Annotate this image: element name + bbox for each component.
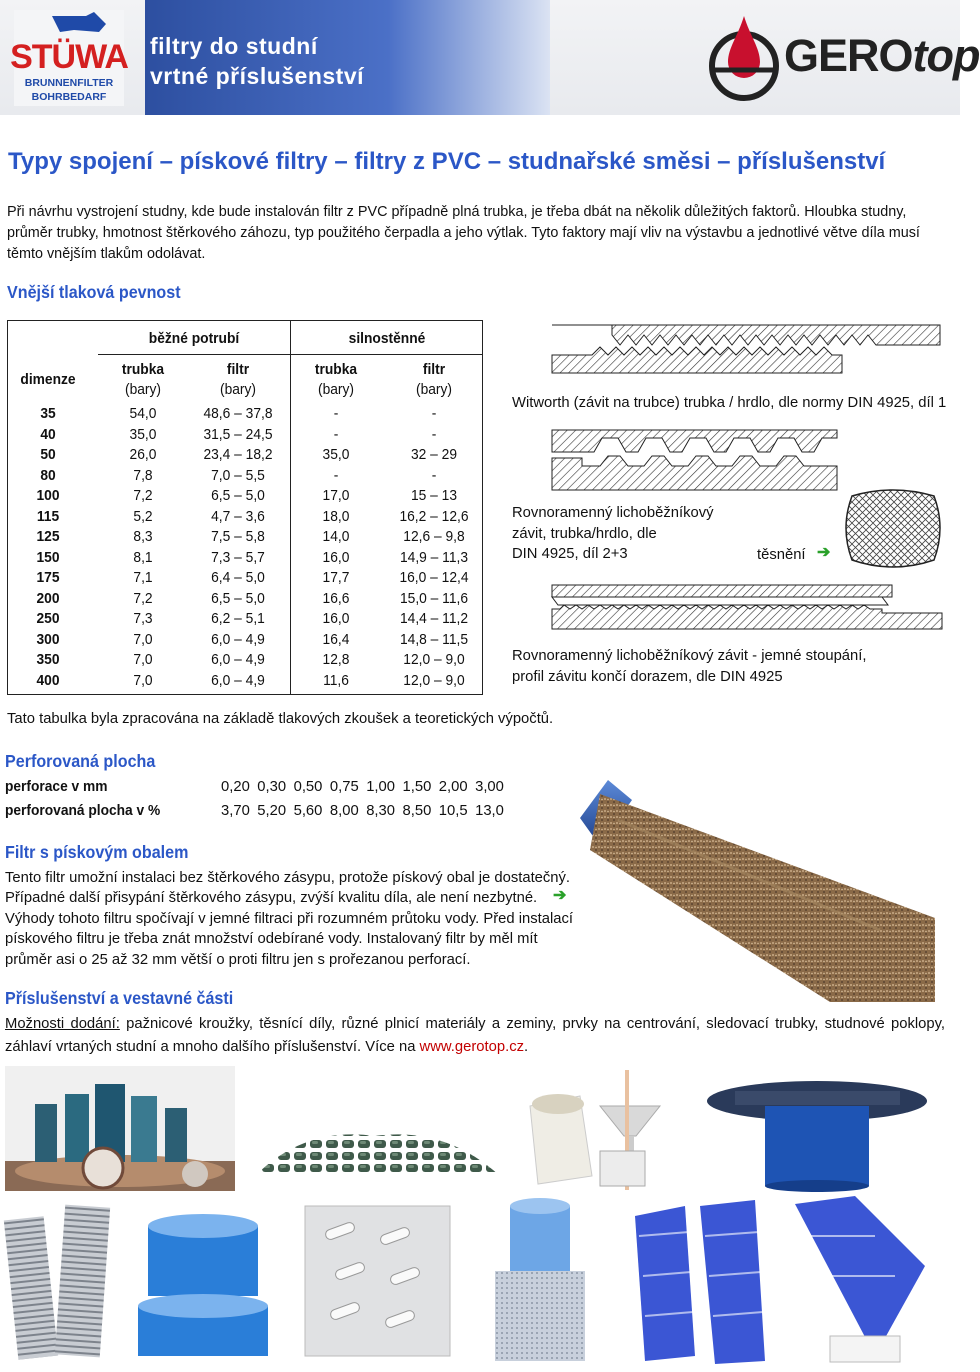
value-cell: 16,2 – 12,6 [399,507,469,525]
page-title: Typy spojení – pískové filtry – filtry z PVC – studnařské směsi – příslušenství [8,148,886,175]
centering-spacers-photo [625,1196,945,1366]
sandfilter-line: pískového filtru je třeba znát množství odebírané vody. Instalovaný filtr by měl mít [5,931,538,947]
perforation-value: 3,70 [221,803,250,819]
sack-and-funnel-photo [520,1066,680,1191]
dimension-cell: 350 [36,651,60,668]
dimension-cell: 50 [40,446,56,463]
perforation-value: 1,00 [366,779,395,795]
dimension-cell: 40 [40,425,56,443]
value-cell: 7,2 [133,589,153,607]
col-header: filtr [422,361,446,378]
value-cell: 6,5 – 5,0 [211,589,265,607]
value-cell: 7,0 [133,630,153,648]
thread-caption-2b: závit, trubka/hrdlo, dle [512,526,657,542]
value-cell: 14,4 – 11,2 [399,610,469,627]
value-cell: 6,4 – 5,0 [211,569,265,586]
value-cell: 12,0 – 9,0 [403,671,465,689]
thread-caption-1: Witworth (závit na trubce) trubka / hrdlo, dle normy DIN 4925, díl 1 [512,395,947,411]
sandfilter-heading: Filtr s pískovým obalem [5,842,189,862]
value-cell: 6,0 – 4,9 [211,671,265,689]
dim-header: dimenze [20,371,76,388]
dimension-cell: 200 [36,589,60,607]
perforation-value: 0,75 [329,779,359,795]
arrow-right-icon: ➔ [817,544,831,561]
value-cell: 16,6 [322,589,350,607]
value-cell: 26,0 [129,446,157,463]
perforation-value: 5,20 [257,803,287,819]
col-header: trubka [121,361,165,378]
value-cell: - [431,425,437,443]
value-cell: 15 – 13 [410,487,458,504]
accessories-line-2 [5,1037,528,1058]
value-cell: 12,8 [322,651,350,668]
value-cell: 12,6 – 9,8 [403,528,465,545]
accessories-text: záhlaví vrtaných studní a mnoho dalšího příslušenství. Více na [5,1039,420,1055]
intro-paragraph: Při návrhu vystrojení studny, kde bude instalován filtr z PVC případně plná trubka, je třeba dbát na několik důležitých faktorů. Hloubka studny, průměr trubky, hmotnost štěrkového záhozu, typ použitého čerpadla a jeho výtlak. Tyto faktory mají vliv na výstavbu a jednotlivé větve díla musí těmto vnějším tlakům odolávat. [7,204,920,262]
value-cell: - [333,405,339,422]
delivery-label: Možnosti dodání: [5,1016,120,1032]
value-cell: 48,6 – 37,8 [203,405,273,422]
col-unit: (bary) [124,381,162,398]
value-cell: - [333,466,339,484]
svg-text:BRUNNENFILTER: BRUNNENFILTER [24,77,114,89]
foam-sleeve-photo [465,1196,615,1366]
gerotop-wordmark: GEROtop [784,30,980,81]
col-header: filtr [226,361,250,378]
accessories-line-1 [5,1014,945,1035]
value-cell: 54,0 [129,405,157,422]
svg-text:STÜWA: STÜWA [10,38,128,76]
period: . [524,1039,529,1055]
dimension-cell: 80 [40,466,56,484]
perforation-value: 8,00 [329,803,359,819]
fine-thread-drawing [552,583,942,633]
value-cell: 35,0 [129,425,157,443]
value-cell: 7,5 – 5,8 [211,528,265,545]
header-line-2: vrtné příslušenství [150,63,365,89]
value-cell: 7,3 – 5,7 [211,548,265,566]
seal-label: těsnění [757,547,806,563]
value-cell: 35,0 [322,446,350,463]
perforation-value: 1,50 [402,779,432,795]
perforation-value: 8,50 [402,803,432,819]
thread-caption-2c: DIN 4925, díl 2+3 [512,546,628,562]
dimension-cell: 300 [36,630,60,648]
value-cell: 6,2 – 5,1 [211,610,265,627]
col-unit: (bary) [317,381,355,398]
value-cell: 18,0 [322,507,350,525]
centering-cap-photo [695,1066,940,1191]
header-line-1: filtry do studní [150,33,318,59]
value-cell: 7,2 [133,487,153,504]
value-cell: 11,6 [323,671,349,689]
slotted-pipes-photo [5,1196,120,1366]
value-cell: 7,0 [133,671,153,689]
value-cell: 17,0 [322,487,350,504]
perforation-value: 5,60 [293,803,323,819]
value-cell: 23,4 – 18,2 [203,446,273,463]
perforation-value: 0,50 [293,779,323,795]
perforation-value: 3,00 [475,779,504,795]
col-unit: (bary) [219,381,257,398]
value-cell: - [333,425,339,443]
value-cell: 7,1 [133,569,153,586]
value-cell: 14,0 [322,528,350,545]
value-cell: 6,5 – 5,0 [211,487,265,504]
perforated-heading: Perforovaná plocha [5,751,156,771]
value-cell: 7,8 [133,466,153,484]
value-cell: 31,5 – 24,5 [203,425,273,443]
value-cell: 12,0 – 9,0 [403,651,465,668]
pressure-heading: Vnější tlaková pevnost [7,282,181,302]
value-cell: 32 – 29 [410,446,458,463]
value-cell: 14,9 – 11,3 [399,548,469,566]
stuwa-logo [10,10,128,106]
dimension-cell: 115 [36,507,60,525]
dimension-cell: 35 [40,405,56,422]
dimension-cell: 400 [36,671,60,689]
group-thick: silnostěnné [348,330,426,347]
value-cell: 5,2 [133,507,153,525]
value-cell: 4,7 – 3,6 [211,507,265,525]
dimension-cell: 125 [36,528,60,545]
sandfilter-line: Tento filtr umožní instalaci bez štěrkového zásypu, protože pískový obal je dostatečný. [5,870,571,886]
value-cell: - [431,466,437,484]
value-cell: 15,0 – 11,6 [399,589,469,607]
value-cell: - [431,405,437,422]
seal-drawing [838,488,948,572]
value-cell: 7,0 – 5,5 [211,466,265,484]
value-cell: 17,7 [322,569,350,586]
value-cell: 16,0 [322,548,350,566]
dimension-cell: 250 [36,610,60,627]
perforation-value: 0,30 [257,779,287,795]
table-note: Tato tabulka byla zpracována na základě tlakových zkoušek a teoretických výpočtů. [7,711,554,727]
value-cell: 7,3 [133,610,153,627]
value-cell: 8,3 [133,528,153,545]
thread-caption-3a: Rovnoramenný lichoběžníkový závit - jemné stoupání, [512,648,867,664]
perforated-sheet-photo [285,1196,460,1366]
trapezoid-thread-drawing [552,428,837,494]
perforation-value: 13,0 [475,803,504,819]
value-cell: 7,0 [133,651,153,668]
thread-caption-2a: Rovnoramenný lichoběžníkový [512,505,714,521]
clay-pellets-photo [245,1066,510,1191]
gerotop-link[interactable]: www.gerotop.cz [419,1039,524,1055]
perforated-area-label: perforovaná plocha v % [5,803,161,819]
col-unit: (bary) [415,381,453,398]
perforation-value: 10,5 [438,803,468,819]
pipe-rings-photo [5,1066,235,1191]
value-cell: 14,8 – 11,5 [399,630,469,648]
value-cell: 6,0 – 4,9 [211,651,265,668]
svg-text:BOHRBEDARF: BOHRBEDARF [31,91,107,103]
value-cell: 6,0 – 4,9 [211,630,265,648]
pressure-table [7,320,483,695]
sand-filter-photo [580,780,935,1002]
witworth-thread-drawing [552,321,942,377]
perforation-value: 2,00 [438,779,468,795]
dimension-cell: 100 [36,487,60,504]
sandfilter-line: Případné další přisypání štěrkového zásypu, zvýší kvalitu díla, ale není nezbytné. [5,890,538,906]
group-normal: běžné potrubí [148,330,240,347]
sandfilter-line: průměr asi o 25 až 32 mm větší o proti filtru jen s prořezanou perforací. [5,952,471,968]
thread-caption-3b: profil závitu končí dorazem, dle DIN 4925 [512,669,783,685]
perforation-value: 0,20 [221,779,250,795]
value-cell: 16,4 [322,630,350,648]
dimension-cell: 150 [36,548,60,566]
value-cell: 16,0 – 12,4 [399,569,469,586]
perforation-label: perforace v mm [5,779,108,795]
accessories-heading: Příslušenství a vestavné části [5,988,234,1008]
gerotop-drop-logo [708,10,780,106]
accessories-text: pažnicové kroužky, těsnící díly, různé plnicí materiály a zeminy, prvky na centrování, sledovací trubky, studnové poklopy, [119,1016,945,1032]
arrow-right-icon: ➔ [553,887,567,904]
blue-rings-photo [128,1196,278,1366]
value-cell: 16,0 [322,610,350,627]
perforation-value: 8,30 [366,803,395,819]
value-cell: 8,1 [133,548,153,566]
col-header: trubka [314,361,358,378]
dimension-cell: 175 [36,569,60,586]
sandfilter-line: Výhody tohoto filtru spočívají v jemné filtraci při rozumném průtoku vody. Před instalací [5,911,574,927]
